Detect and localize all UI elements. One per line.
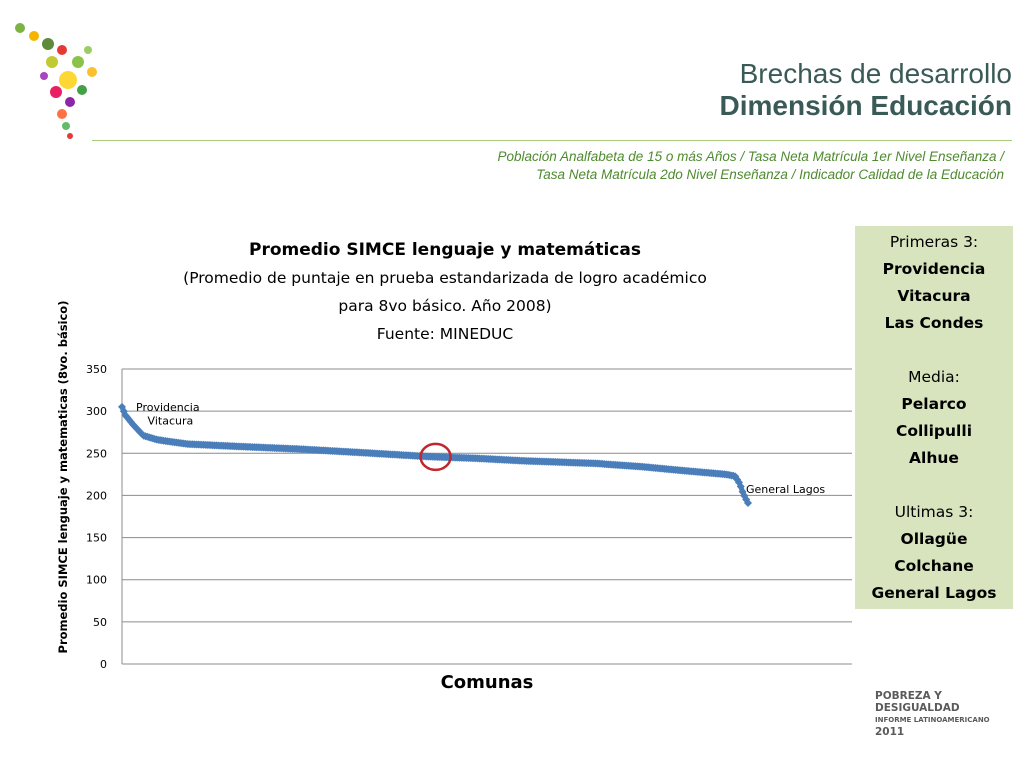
- brand-line-2: DESIGUALDAD: [875, 702, 960, 714]
- y-tick-label: 300: [86, 405, 107, 419]
- chart-source: Fuente: MINEDUC: [376, 325, 514, 343]
- top-item-1: Providencia: [882, 260, 986, 278]
- brand-line-4: 2011: [875, 726, 905, 738]
- y-tick-label: 250: [86, 447, 107, 461]
- bottom-item-3: General Lagos: [871, 584, 997, 602]
- y-tick-label: 100: [86, 573, 107, 587]
- brand-logo: [875, 690, 990, 738]
- median-item-1: Pelarco: [901, 395, 967, 413]
- page-title: Brechas de desarrollo: [739, 58, 1012, 89]
- chart-title: Promedio SIMCE lenguaje y matemáticas: [249, 240, 641, 260]
- data-annotation: General Lagos: [746, 483, 826, 497]
- data-annotation: Providencia: [136, 400, 200, 414]
- panel-spacer: [855, 472, 1013, 499]
- bottom-item-1: Ollagüe: [900, 530, 968, 548]
- y-tick-label: 150: [86, 531, 107, 545]
- page-subtitle: Dimensión Educación: [719, 90, 1012, 121]
- top-item-2: Vitacura: [897, 287, 971, 305]
- median-label: Media:: [908, 368, 960, 386]
- chart-subtitle-line-1: (Promedio de puntaje en prueba estandarizada de logro académico: [183, 269, 707, 287]
- y-tick-label: 50: [93, 615, 107, 629]
- x-axis-label: Comunas: [440, 672, 534, 693]
- caption-line-2: Tasa Neta Matrícula 2do Nivel Enseñanza / Indicador Calidad de la Educación: [536, 167, 1004, 182]
- y-axis-label: Promedio SIMCE lenguaje y matematicas (8vo. básico): [56, 300, 70, 654]
- data-annotation: Vitacura: [147, 414, 194, 428]
- brand-line-3: INFORME LATINOAMERICANO: [875, 716, 990, 724]
- ranking-panel: [855, 226, 1013, 609]
- top-three-label: Primeras 3:: [889, 233, 979, 251]
- median-item-2: Collipulli: [895, 422, 973, 440]
- top-item-3: Las Condes: [884, 314, 984, 332]
- brand-line-1: POBREZA Y: [875, 690, 942, 702]
- bottom-item-2: Colchane: [894, 557, 974, 575]
- chart-subtitle-line-2: para 8vo básico. Año 2008): [338, 297, 552, 315]
- y-tick-label: 350: [86, 363, 107, 376]
- y-tick-label: 200: [86, 489, 107, 503]
- bottom-three-label: Ultimas 3:: [894, 503, 974, 521]
- y-tick-label: 0: [100, 658, 107, 671]
- caption-line-1: Población Analfabeta de 15 o más Años / Tasa Neta Matrícula 1er Nivel Enseñanza /: [497, 149, 1004, 164]
- panel-spacer: [855, 337, 1013, 364]
- median-item-3: Alhue: [909, 449, 959, 467]
